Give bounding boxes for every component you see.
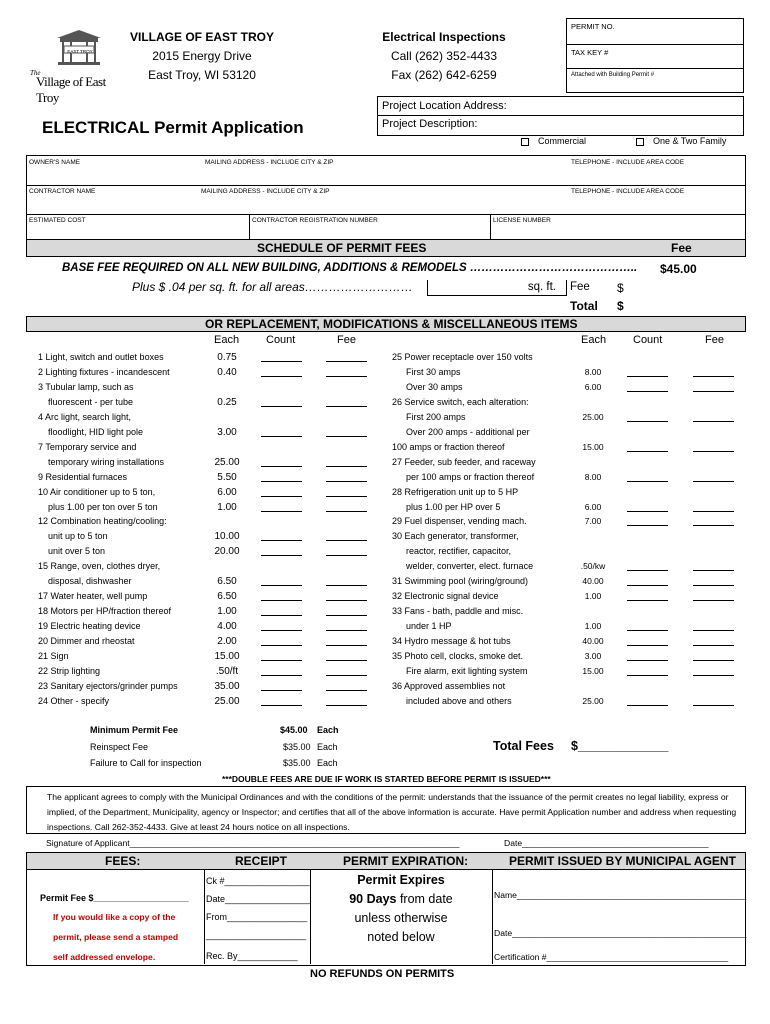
left-item-count-blank[interactable] [261, 606, 302, 616]
sqft-label: sq. ft. [527, 281, 556, 293]
left-item-fee-blank[interactable] [326, 502, 367, 512]
dollar-total: $ [617, 299, 624, 313]
right-item-label: 32 Electronic signal device [392, 591, 499, 602]
left-item-fee-blank[interactable] [326, 621, 367, 631]
right-item-count-blank[interactable] [627, 666, 668, 676]
left-item-label: 20 Dimmer and rheostat [38, 636, 135, 647]
left-item-fee-blank[interactable] [326, 636, 367, 646]
left-item-fee-blank[interactable] [326, 397, 367, 407]
registration-field[interactable]: CONTRACTOR REGISTRATION NUMBER [252, 217, 378, 224]
left-item-each: 0.40 [217, 366, 237, 378]
left-item-label: 3 Tubular lamp, such as [38, 381, 134, 392]
left-item-label: 24 Other - specify [38, 695, 110, 706]
right-item-label: 36 Approved assemblies not [392, 680, 506, 691]
right-item-label: 29 Fuel dispenser, vending mach. [392, 516, 527, 527]
left-item-each: 0.75 [217, 352, 237, 363]
permit-no-label: PERMIT NO. [571, 22, 615, 31]
fax-number: Fax (262) 642-6259 [391, 68, 497, 82]
total-label: Total [570, 299, 598, 313]
schedule-header [26, 239, 746, 257]
contractor-mailing-field[interactable]: MAILING ADDRESS - INCLUDE CITY & ZIP [201, 188, 330, 195]
right-item-each: 40.00 [582, 636, 604, 647]
attached-label: Attached with Building Permit # [571, 72, 655, 78]
copy-note-3: self addressed envelope. [53, 952, 156, 962]
left-item-fee-blank[interactable] [326, 606, 367, 616]
left-item-fee-blank[interactable] [326, 487, 367, 497]
tax-key-label: TAX KEY # [571, 48, 609, 57]
failure-label: Failure to Call for inspection [90, 758, 202, 768]
right-item-label: 28 Refrigeration unit up to 5 HP [392, 486, 519, 497]
call-number: Call (262) 352-4433 [390, 49, 498, 63]
right-item-count-blank[interactable] [627, 516, 668, 526]
right-item-count-blank[interactable] [627, 561, 668, 571]
left-item-each: 6.50 [217, 576, 237, 588]
left-item-fee-blank[interactable] [326, 576, 367, 586]
right-item-label: plus 1.00 per HP over 5 [406, 501, 501, 512]
right-item-label: Over 30 amps [406, 381, 463, 392]
right-item-count-blank[interactable] [627, 636, 668, 646]
right-item-count-blank[interactable] [627, 442, 668, 452]
left-item-count-blank[interactable] [261, 352, 302, 362]
project-description-label: Project Description: [382, 118, 478, 130]
check-number-field[interactable]: Ck #_________________ [206, 876, 310, 886]
col-each-right: Each [581, 334, 607, 346]
left-item-label: 4 Arc light, search light, [38, 411, 132, 422]
left-item-count-blank[interactable] [261, 681, 302, 691]
fee-header: Fee [671, 241, 692, 255]
left-item-fee-blank[interactable] [326, 696, 367, 706]
right-item-label: reactor, rectifier, capacitor, [406, 546, 512, 557]
right-item-label: 100 amps or fraction thereof [392, 441, 505, 452]
left-item-label: temporary wiring installations [48, 456, 165, 467]
left-item-count-blank[interactable] [261, 591, 302, 601]
right-item-label: 25 Power receptacle over 150 volts [392, 352, 533, 362]
agreement-text: The applicant agrees to comply with the Municipal Ordinances and with the conditions of the permit: understands that the issuance of the permit creates no legal liability, express or implied, of the Department, Municipality, agency or Inspector; and certifies that all of the above information is accurate. Have permit Application number and address when requesting inspections. Call 262-352-4433. Give at least 24 hours notice on all inspections. [47, 792, 737, 832]
left-item-fee-blank[interactable] [326, 681, 367, 691]
left-item-count-blank[interactable] [261, 621, 302, 631]
agreement-box [26, 786, 746, 834]
left-item-fee-blank[interactable] [326, 472, 367, 482]
info-table [26, 155, 746, 243]
reinspect-each: Each [317, 742, 338, 752]
expiration-text [310, 871, 492, 947]
receipt-date-field[interactable]: Date_________________ [206, 894, 311, 904]
left-item-label: 9 Residential furnaces [38, 471, 128, 482]
project-location-label: Project Location Address: [382, 100, 507, 112]
left-item-label: 7 Temporary service and [38, 441, 137, 452]
noted-line: noted below [367, 930, 435, 944]
project-location-field[interactable] [377, 96, 744, 116]
right-item-label: 31 Swimming pool (wiring/ground) [392, 576, 529, 587]
issued-header: PERMIT ISSUED BY MUNICIPAL AGENT [509, 854, 736, 868]
right-item-fee-blank[interactable] [693, 666, 734, 676]
base-fee-text: BASE FEE REQUIRED ON ALL NEW BUILDING, ADDITIONS & REMODELS …………………………………….. [62, 262, 638, 274]
left-item-count-blank[interactable] [261, 367, 302, 377]
left-item-count-blank[interactable] [261, 502, 302, 512]
right-item-count-blank[interactable] [627, 651, 668, 661]
total-fees-label: Total Fees [493, 739, 554, 753]
commercial-label: Commercial [538, 136, 587, 146]
failure-each: Each [317, 758, 338, 768]
left-item-each: 10.00 [214, 531, 240, 543]
right-item-fee-blank[interactable] [693, 382, 734, 392]
org-address-2: East Troy, WI 53120 [148, 68, 256, 82]
agent-date-field[interactable]: Date_________________________________________________ [494, 928, 747, 938]
left-item-each: 6.00 [217, 486, 237, 498]
left-item-count-blank[interactable] [261, 696, 302, 706]
left-item-count-blank[interactable] [261, 397, 302, 407]
plus-text: Plus $ .04 per sq. ft. for all areas……………………… [132, 280, 413, 294]
permit-number-box [566, 18, 744, 93]
inspections-title: Electrical Inspections [382, 30, 506, 44]
license-field[interactable]: LICENSE NUMBER [493, 217, 551, 224]
failure-value: $35.00 [283, 758, 311, 768]
right-item-label: under 1 HP [406, 621, 452, 632]
days-bold: 90 Days [349, 892, 397, 906]
dollar-fee: $ [617, 281, 624, 295]
reinspect-label: Reinspect Fee [90, 742, 149, 752]
col-fee-left: Fee [337, 334, 356, 346]
copy-note-2: permit, please send a stamped [53, 932, 179, 942]
right-item-fee-blank[interactable] [693, 621, 734, 631]
left-item-each: 25.00 [214, 456, 240, 468]
left-item-count-blank[interactable] [261, 427, 302, 437]
right-item-each: 8.00 [584, 471, 602, 482]
left-item-each: 5.50 [217, 471, 237, 483]
days-rest: from date [396, 892, 453, 906]
right-item-count-blank[interactable] [627, 367, 668, 377]
left-item-fee-blank[interactable] [326, 531, 367, 541]
expiration-header: PERMIT EXPIRATION: [343, 854, 469, 868]
right-item-label: Over 200 amps - additional per [406, 426, 530, 437]
right-item-fee-blank[interactable] [693, 651, 734, 661]
logo-the: The [30, 69, 41, 77]
certification-field[interactable]: Certification #______________________________________ [494, 952, 729, 962]
left-item-count-blank[interactable] [261, 636, 302, 646]
min-fee-each: Each [317, 725, 339, 735]
left-item-count-blank[interactable] [261, 666, 302, 676]
bottom-header [26, 852, 746, 870]
logo-sign: EAST TROY [67, 49, 93, 54]
right-item-each: .50/kw [580, 561, 606, 572]
right-item-label: 27 Feeder, sub feeder, and raceway [392, 456, 536, 467]
schedule-title: SCHEDULE OF PERMIT FEES [257, 241, 427, 255]
min-fee-value: $45.00 [280, 725, 308, 735]
right-item-fee-blank[interactable] [693, 561, 734, 571]
right-item-count-blank[interactable] [627, 576, 668, 586]
right-item-each: 1.00 [584, 591, 602, 602]
right-item-label: welder, converter, elect. furnace [406, 561, 534, 572]
right-item-count-blank[interactable] [627, 621, 668, 631]
left-item-each: 6.50 [217, 591, 237, 603]
right-item-each: 1.00 [584, 621, 602, 632]
left-item-label: 10 Air conditioner up to 5 ton, [38, 486, 156, 497]
right-item-each: 6.00 [584, 501, 602, 512]
left-item-each: 15.00 [214, 651, 240, 662]
left-item-label: 12 Combination heating/cooling: [38, 516, 167, 527]
left-item-label: plus 1.00 per ton over 5 ton [48, 501, 158, 512]
right-item-fee-blank[interactable] [693, 472, 734, 482]
date-field[interactable]: Date_______________________________________ [504, 838, 709, 848]
left-item-each: 20.00 [214, 546, 240, 558]
right-item-label: included above and others [406, 695, 512, 706]
commercial-checkbox[interactable] [521, 138, 529, 146]
right-item-label: 30 Each generator, transformer, [392, 531, 519, 542]
left-item-count-blank[interactable] [261, 472, 302, 482]
right-item-count-blank[interactable] [627, 412, 668, 422]
left-item-fee-blank[interactable] [326, 666, 367, 676]
right-item-fee-blank[interactable] [693, 367, 734, 377]
right-item-each: 15.00 [582, 441, 604, 452]
min-fee-label: Minimum Permit Fee [90, 725, 179, 735]
base-fee-amount: $45.00 [660, 262, 697, 276]
right-item-label: First 30 amps [406, 366, 461, 377]
left-item-count-blank[interactable] [261, 487, 302, 497]
right-item-label: First 200 amps [406, 411, 466, 422]
left-item-each: 1.00 [217, 606, 237, 618]
right-item-fee-blank[interactable] [693, 696, 734, 706]
right-item-count-blank[interactable] [627, 472, 668, 482]
double-fees-notice: ***DOUBLE FEES ARE DUE IF WORK IS STARTED BEFORE PERMIT IS ISSUED*** [222, 774, 551, 784]
col-count-right: Count [633, 334, 663, 346]
right-item-each: 40.00 [582, 576, 604, 587]
fee-label: Fee [570, 281, 590, 293]
contractor-name-field[interactable]: CONTRACTOR NAME [29, 188, 96, 195]
total-fees-field[interactable]: $_____________ [571, 739, 669, 753]
left-item-each: .50/ft [215, 665, 239, 677]
org-name: VILLAGE OF EAST TROY [129, 30, 274, 44]
left-item-label: 21 Sign [38, 651, 69, 661]
owner-telephone-field[interactable]: TELEPHONE - INCLUDE AREA CODE [571, 159, 685, 166]
col-count-left: Count [266, 334, 296, 346]
sqft-field[interactable] [427, 280, 567, 296]
right-item-label: 35 Photo cell, clocks, smoke det. [392, 651, 524, 661]
left-item-fee-blank[interactable] [326, 367, 367, 377]
left-item-fee-blank[interactable] [326, 457, 367, 467]
left-item-count-blank[interactable] [261, 576, 302, 586]
fees-header: FEES: [105, 854, 141, 868]
left-item-label: disposal, dishwasher [48, 576, 132, 587]
unless-line: unless otherwise [354, 911, 448, 925]
right-item-label: 26 Service switch, each alteration: [392, 396, 529, 407]
right-item-label: 33 Fans - bath, paddle and misc. [392, 606, 524, 617]
left-item-label: 19 Electric heating device [38, 621, 141, 632]
owner-mailing-field[interactable]: MAILING ADDRESS - INCLUDE CITY & ZIP [205, 159, 334, 166]
left-item-count-blank[interactable] [261, 457, 302, 467]
left-item-label: 22 Strip lighting [38, 665, 101, 676]
copy-note-1: If you would like a copy of the [53, 912, 176, 922]
right-item-count-blank[interactable] [627, 382, 668, 392]
agent-name-field[interactable]: Name________________________________________________ [494, 890, 747, 900]
left-item-each: 0.25 [217, 396, 237, 408]
signature-field[interactable]: Signature of Applicant_____________________________________________________________________ [46, 838, 460, 848]
right-item-count-blank[interactable] [627, 591, 668, 601]
left-item-fee-blank[interactable] [326, 546, 367, 556]
left-item-label: fluorescent - per tube [48, 396, 134, 407]
left-item-label: 23 Sanitary ejectors/grinder pumps [38, 680, 178, 691]
right-item-fee-blank[interactable] [693, 591, 734, 601]
left-item-each: 4.00 [217, 621, 237, 633]
col-each-left: Each [214, 334, 240, 346]
left-item-each: 35.00 [214, 680, 240, 692]
right-item-fee-blank[interactable] [693, 636, 734, 646]
contractor-telephone-field[interactable]: TELEPHONE - INCLUDE AREA CODE [571, 188, 685, 195]
left-item-fee-blank[interactable] [326, 591, 367, 601]
col-fee-right: Fee [705, 334, 724, 346]
left-item-count-blank[interactable] [261, 546, 302, 556]
left-item-fee-blank[interactable] [326, 427, 367, 437]
left-item-label: 17 Water heater, well pump [38, 591, 148, 602]
right-item-count-blank[interactable] [627, 502, 668, 512]
family-label: One & Two Family [653, 136, 727, 146]
left-item-label: 1 Light, switch and outlet boxes [38, 352, 164, 362]
left-item-label: 2 Lighting fixtures - incandescent [38, 366, 170, 377]
replacement-header [26, 316, 746, 332]
right-item-fee-blank[interactable] [693, 502, 734, 512]
estimated-cost-field[interactable]: ESTIMATED COST [29, 217, 86, 224]
logo-name: Village of East Troy [36, 74, 106, 105]
left-item-label: 18 Motors per HP/fraction thereof [38, 606, 172, 617]
right-item-label: per 100 amps or fraction thereof [406, 471, 535, 482]
right-item-each: 6.00 [584, 381, 602, 392]
left-item-label: 15 Range, oven, clothes dryer, [38, 561, 161, 572]
right-item-each: 15.00 [582, 665, 604, 676]
left-item-fee-blank[interactable] [326, 352, 367, 362]
left-item-label: unit over 5 ton [48, 546, 106, 557]
expires-line: Permit Expires [357, 873, 445, 887]
right-item-each: 25.00 [582, 411, 604, 422]
right-item-each: 25.00 [582, 695, 604, 706]
right-item-each: 8.00 [584, 366, 602, 377]
right-item-each: 3.00 [584, 651, 602, 661]
right-item-fee-blank[interactable] [693, 412, 734, 422]
page-title: ELECTRICAL Permit Application [42, 118, 304, 137]
right-item-label: 34 Hydro message & hot tubs [392, 636, 511, 647]
replacement-title: OR REPLACEMENT, MODIFICATIONS & MISCELLANEOUS ITEMS [205, 317, 578, 331]
left-item-each: 25.00 [214, 695, 240, 707]
receipt-header: RECEIPT [235, 854, 288, 868]
receipt-blank-field[interactable]: ____________________ [206, 930, 307, 940]
left-item-count-blank[interactable] [261, 651, 302, 661]
reinspect-value: $35.00 [283, 742, 311, 752]
right-item-count-blank[interactable] [627, 696, 668, 706]
right-item-fee-blank[interactable] [693, 576, 734, 586]
owner-name-field[interactable]: OWNER'S NAME [29, 159, 81, 166]
right-item-each: 7.00 [584, 516, 602, 527]
left-item-fee-blank[interactable] [326, 651, 367, 661]
family-checkbox[interactable] [636, 138, 644, 146]
right-item-label: Fire alarm, exit lighting system [406, 665, 528, 676]
permit-fee-field[interactable]: Permit Fee $___________________ [40, 893, 189, 903]
no-refunds: NO REFUNDS ON PERMITS [310, 968, 455, 980]
project-description-field[interactable] [377, 116, 744, 136]
left-item-each: 1.00 [217, 501, 237, 513]
left-item-each: 3.00 [217, 426, 237, 438]
org-address-1: 2015 Energy Drive [152, 49, 252, 63]
left-item-each: 2.00 [217, 636, 237, 648]
left-item-count-blank[interactable] [261, 531, 302, 541]
right-item-fee-blank[interactable] [693, 442, 734, 452]
left-item-label: unit up to 5 ton [48, 531, 108, 542]
right-item-fee-blank[interactable] [693, 516, 734, 526]
receipt-from-field[interactable]: From________________ [206, 912, 308, 922]
left-item-label: floodlight, HID light pole [48, 426, 144, 437]
received-by-field[interactable]: Rec. By____________ [206, 951, 298, 961]
